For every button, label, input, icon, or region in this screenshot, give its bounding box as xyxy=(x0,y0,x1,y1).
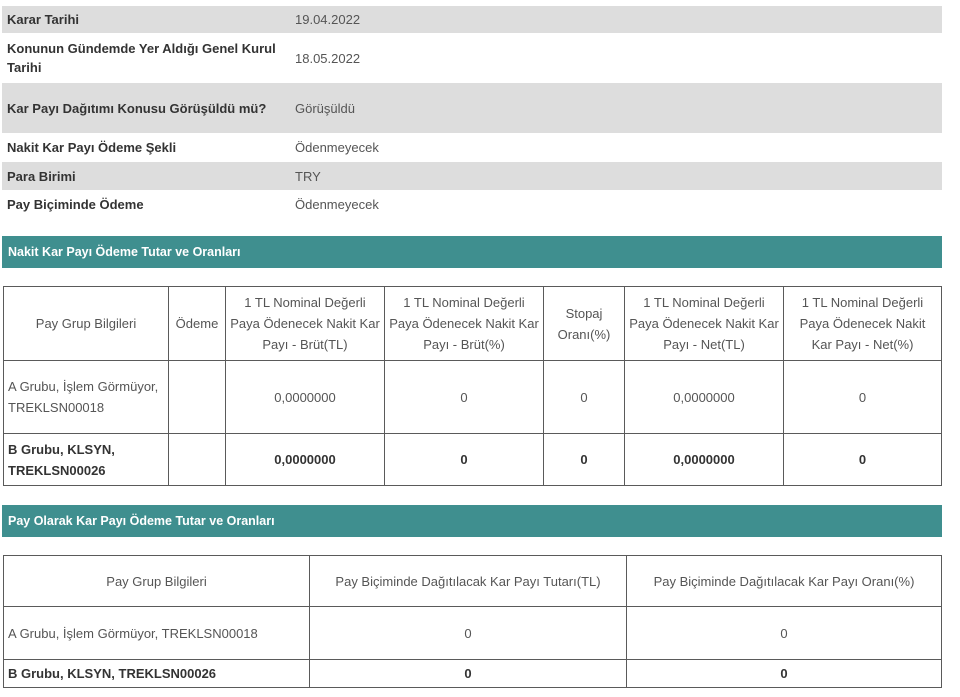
column-header: 1 TL Nominal Değerli Paya Ödenecek Nakit Kar Payı - Brüt(%) xyxy=(385,287,544,361)
net-tl-cell: 0,0000000 xyxy=(625,361,784,434)
group-info-cell: A Grubu, İşlem Görmüyor, TREKLSN00018 xyxy=(4,361,169,434)
group-info-cell: B Grubu, KLSYN, TREKLSN00026 xyxy=(4,660,310,688)
table-header-row xyxy=(4,287,942,361)
column-header: 1 TL Nominal Değerli Paya Ödenecek Nakit Kar Payı - Net(%) xyxy=(784,287,942,361)
table-header-row xyxy=(4,556,942,607)
withholding-cell: 0 xyxy=(544,361,625,434)
info-value: Görüşüldü xyxy=(290,83,942,133)
column-header: Ödeme xyxy=(169,287,226,361)
group-info-cell: A Grubu, İşlem Görmüyor, TREKLSN00018 xyxy=(4,607,310,660)
column-header: 1 TL Nominal Değerli Paya Ödenecek Nakit Kar Payı - Brüt(TL) xyxy=(226,287,385,361)
net-percent-cell: 0 xyxy=(784,361,942,434)
info-row xyxy=(2,190,942,218)
info-value: TRY xyxy=(290,162,942,190)
info-value: Ödenmeyecek xyxy=(295,196,379,212)
column-header: Pay Grup Bilgileri xyxy=(4,556,310,607)
net-percent-cell: 0 xyxy=(784,434,942,486)
dividend-info-table xyxy=(2,6,942,218)
info-row xyxy=(2,162,942,190)
info-label: Karar Tarihi xyxy=(2,6,290,33)
net-tl-cell: 0,0000000 xyxy=(625,434,784,486)
column-header: 1 TL Nominal Değerli Paya Ödenecek Nakit Kar Payı - Net(TL) xyxy=(625,287,784,361)
info-row xyxy=(2,33,942,83)
info-row xyxy=(2,83,942,133)
info-row xyxy=(2,133,942,162)
info-label: Nakit Kar Payı Ödeme Şekli xyxy=(7,140,177,155)
table-row xyxy=(4,361,942,434)
gross-percent-cell: 0 xyxy=(385,361,544,434)
payment-cell xyxy=(169,434,226,486)
info-label: Para Birimi xyxy=(2,162,290,190)
share-amount-cell: 0 xyxy=(310,660,627,688)
payment-cell xyxy=(169,361,226,434)
share-ratio-cell: 0 xyxy=(627,660,942,688)
info-label: Kar Payı Dağıtımı Konusu Görüşüldü mü? xyxy=(2,83,290,133)
group-info-cell: B Grubu, KLSYN, TREKLSN00026 xyxy=(4,434,169,486)
gross-percent-cell: 0 xyxy=(385,434,544,486)
column-header: Stopaj Oranı(%) xyxy=(544,287,625,361)
gross-tl-cell: 0,0000000 xyxy=(226,434,385,486)
share-ratio-cell: 0 xyxy=(627,607,942,660)
share-dividend-table xyxy=(3,555,942,688)
table-row xyxy=(4,660,942,688)
column-header: Pay Grup Bilgileri xyxy=(4,287,169,361)
cash-section-header: Nakit Kar Payı Ödeme Tutar ve Oranları xyxy=(2,236,942,268)
info-value: 19.04.2022 xyxy=(290,6,942,33)
info-value: 18.05.2022 xyxy=(295,50,361,66)
column-header: Pay Biçiminde Dağıtılacak Kar Payı Oranı(%) xyxy=(627,556,942,607)
gross-tl-cell: 0,0000000 xyxy=(226,361,385,434)
column-header: Pay Biçiminde Dağıtılacak Kar Payı Tutarı(TL) xyxy=(310,556,627,607)
table-row xyxy=(4,434,942,486)
table-row xyxy=(4,607,942,660)
cash-dividend-table xyxy=(3,286,942,486)
info-value: Ödenmeyecek xyxy=(295,140,379,155)
info-row xyxy=(2,6,942,33)
withholding-cell: 0 xyxy=(544,434,625,486)
info-label: Konunun Gündemde Yer Aldığı Genel Kurul Tarihi xyxy=(7,41,276,75)
share-amount-cell: 0 xyxy=(310,607,627,660)
info-label: Pay Biçiminde Ödeme xyxy=(7,196,144,212)
share-section-header: Pay Olarak Kar Payı Ödeme Tutar ve Oranları xyxy=(2,505,942,537)
